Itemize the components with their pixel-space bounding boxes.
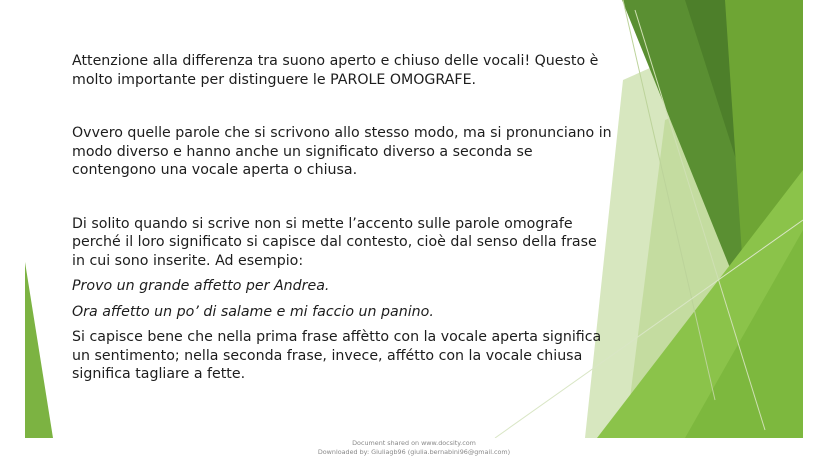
paragraph-intro: Attenzione alla differenza tra suono aperto e chiuso delle vocali! Questo è molto importante per distinguere le PAROLE OMOGRAFE. [72, 53, 599, 88]
paragraph-context: Di solito quando si scrive non si mette l’accento sulle parole omografe perché il loro significato si capisce dal contesto, cioè dal senso della frase in cui sono inserite. Ad esempio: [72, 215, 597, 269]
example-sentence-1: Provo un grande affetto per Andrea. [72, 278, 330, 294]
slide-text-body [72, 52, 612, 384]
paragraph-definition: Ovvero quelle parole che si scrivono allo stesso modo, ma si pronunciano in modo diverso e hanno anche un significato diverso a seconda se contengono una vocale aperta o chiusa. [72, 125, 612, 178]
footer-shared-note: Document shared on www.docsity.com [352, 439, 476, 447]
paragraph-conclusion: Si capisce bene che nella prima frase affètto con la vocale aperta significa un sentimento; nella seconda frase, invece, affétto con la vocale chiusa significa tagliare a fette. [72, 329, 602, 382]
slide [25, 0, 803, 438]
example-sentence-2: Ora affetto un po’ di salame e mi faccio un panino. [72, 303, 434, 320]
footer-downloaded-by: Downloaded by: Giuliagb96 (giulia.bernabini96@gmail.com) [317, 448, 511, 456]
